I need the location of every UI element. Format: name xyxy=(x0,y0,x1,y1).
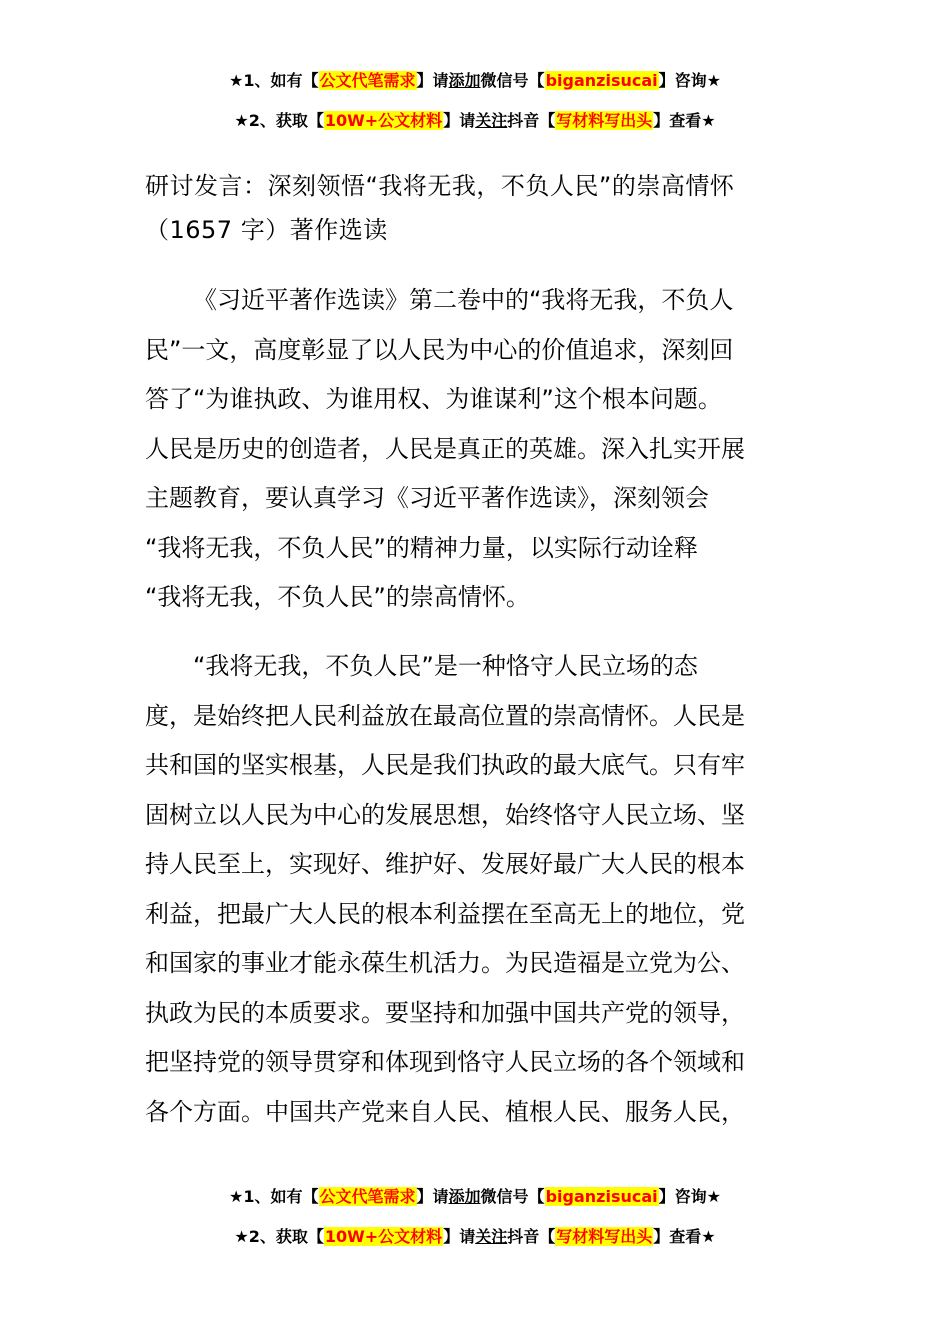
paragraph-line: 持人民至上，实现好、维护好、发展好最广大人民的根本 xyxy=(145,850,745,878)
banner-highlight: 10W+公文材料 xyxy=(324,1227,443,1246)
banner-highlight: 10W+公文材料 xyxy=(324,111,443,130)
banner-underline: 添加 xyxy=(448,71,481,90)
paragraph-line: 民”一文，高度彰显了以人民为中心的价值追求，深刻回 xyxy=(145,335,734,364)
banner-text: ★1、如有【 xyxy=(229,71,319,90)
paragraph-line: 答了“为谁执政、为谁用权、为谁谋利”这个根本问题。 xyxy=(145,385,722,413)
title-line: 研讨发言：深刻领悟“我将无我，不负人民”的崇高情怀 xyxy=(145,172,735,200)
banner-text: 】查看★ xyxy=(653,1227,716,1246)
paragraph-line: “我将无我，不负人民”的精神力量，以实际行动诠释 xyxy=(145,533,698,562)
banner-text: 微信号【 xyxy=(480,71,545,90)
banner-text: 】请 xyxy=(416,1187,449,1206)
banner-text: 】请 xyxy=(443,1227,476,1246)
banner-highlight: 写材料写出头 xyxy=(556,111,653,130)
banner-highlight: biganzisucai xyxy=(545,1187,658,1206)
paragraph-line: 利益，把最广大人民的根本利益摆在至高无上的地位，党 xyxy=(145,899,745,928)
paragraph-line: 度，是始终把人民利益放在最高位置的崇高情怀。人民是 xyxy=(145,701,745,730)
paragraph-line: 共和国的坚实根基，人民是我们执政的最大底气。只有牢 xyxy=(145,751,745,779)
paragraph-line: 《习近平著作选读》第二卷中的“我将无我，不负人 xyxy=(193,286,734,314)
paragraph-line: 固树立以人民为中心的发展思想，始终恪守人民立场、坚 xyxy=(145,800,745,829)
paragraph-line: 各个方面。中国共产党来自人民、植根人民、服务人民， xyxy=(145,1097,745,1126)
banner-text: 抖音【 xyxy=(507,111,556,130)
paragraph-line: “我将无我，不负人民”是一种恪守人民立场的态 xyxy=(193,652,698,680)
paragraph-line: 主题教育，要认真学习《习近平著作选读》，深刻领会 xyxy=(145,484,709,512)
paragraph-line: 把坚持党的领导贯穿和体现到恪守人民立场的各个领域和 xyxy=(145,1048,745,1076)
banner-underline: 添加 xyxy=(448,1187,481,1206)
paragraph-1 xyxy=(145,276,810,623)
banner-underline: 关注 xyxy=(475,1227,508,1246)
footer-banner-line-1 xyxy=(0,1186,950,1208)
paragraph-2 xyxy=(145,642,810,1137)
banner-text: 抖音【 xyxy=(507,1227,556,1246)
banner-text: 微信号【 xyxy=(480,1187,545,1206)
paragraph-line: 人民是历史的创造者，人民是真正的英雄。深入扎实开展 xyxy=(145,434,745,463)
paragraph-line: “我将无我，不负人民”的崇高情怀。 xyxy=(145,583,530,611)
banner-text: 】请 xyxy=(443,111,476,130)
title-line: （1657 字）著作选读 xyxy=(145,216,388,244)
banner-text: 】咨询★ xyxy=(658,71,721,90)
header-banner-line-2 xyxy=(0,110,950,132)
banner-highlight: 公文代笔需求 xyxy=(319,1187,416,1206)
footer-banner-line-2 xyxy=(0,1226,950,1248)
banner-text: 】查看★ xyxy=(653,111,716,130)
banner-text: ★1、如有【 xyxy=(229,1187,319,1206)
banner-highlight: biganzisucai xyxy=(545,71,658,90)
banner-text: ★2、获取【 xyxy=(234,111,324,130)
banner-highlight: 写材料写出头 xyxy=(556,1227,653,1246)
paragraph-line: 执政为民的本质要求。要坚持和加强中国共产党的领导， xyxy=(145,998,745,1027)
banner-text: ★2、获取【 xyxy=(234,1227,324,1246)
banner-text: 】请 xyxy=(416,71,449,90)
document-title xyxy=(145,164,810,252)
header-banner-line-1 xyxy=(0,70,950,92)
banner-text: 】咨询★ xyxy=(658,1187,721,1206)
banner-highlight: 公文代笔需求 xyxy=(319,71,416,90)
paragraph-line: 和国家的事业才能永葆生机活力。为民造福是立党为公、 xyxy=(145,949,745,977)
banner-underline: 关注 xyxy=(475,111,508,130)
